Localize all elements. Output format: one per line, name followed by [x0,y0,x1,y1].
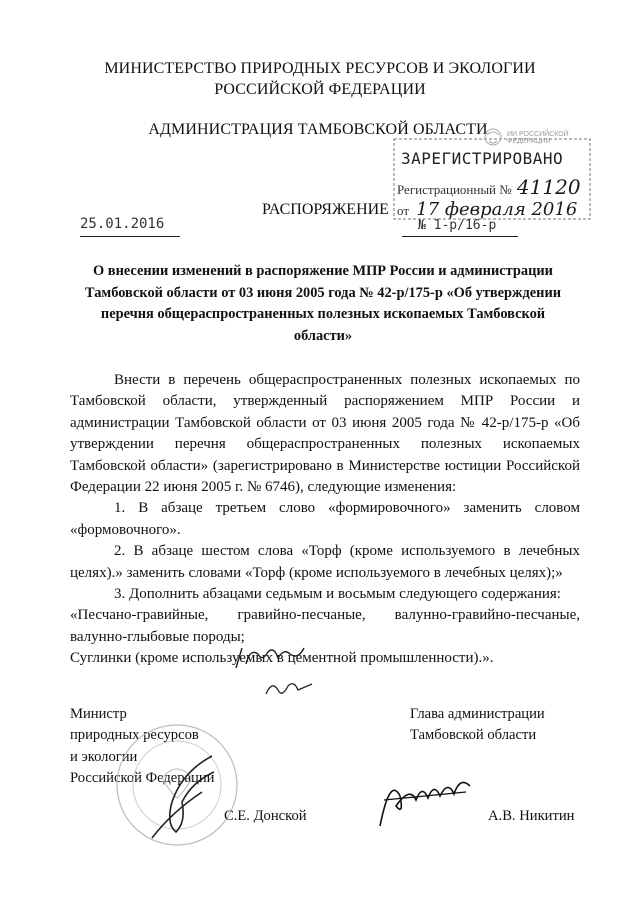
stamp-faint-header: ИИ РОССИЙСКОЙ ФЕДЕРАЦИИ [507,131,569,145]
body-quote-2: Суглинки (кроме используемых в цементной промышленности).». [70,650,494,667]
signature-donskoy [142,752,222,842]
title-line: области» [293,327,353,344]
stamp-reg-label: Регистрационный № [397,182,512,197]
administration-name: АДМИНИСТРАЦИЯ ТАМБОВСКОЙ ОБЛАСТИ [148,121,488,138]
title-line: О внесении изменений в распоряжение МПР России и администрации [93,263,553,279]
signatory-right-title-line: Глава администрации [410,706,545,722]
body-intro: Внести в перечень общераспространенных полезных ископаемых по Тамбовской области, утвержденный распоряжением МПР России и администрации Тамбовской области от 03 июня 2005 года № 42-р/175-р «Об утверждении перечня общераспространенных полезных ископаемых Тамбовской области» (зарегистрировано в Министерстве юстиции Российской Федерации 22 июня 2005 г. № 6746), следующие изменения: [70,372,580,496]
stamp-date-row [397,199,577,220]
document-title [68,261,578,347]
signature-nikitin [370,766,480,836]
title-line: Тамбовской области от 03 июня 2005 года № 42-р/175-р «Об утверждении [84,284,562,301]
body-item-3: 3. Дополнить абзацами седьмым и восьмым следующего содержания: [114,586,561,603]
stamp-date-value: 17 февраля 2016 [416,199,578,220]
doc-number-underline [402,236,518,237]
stamp-date-label: от [397,203,410,218]
document-body [70,370,580,670]
signatory-right-title [410,704,545,747]
registration-stamp [393,127,593,223]
signatory-right-title-line: Тамбовской области [410,727,537,744]
approval-scribble [228,640,338,710]
stamp-title: ЗАРЕГИСТРИРОВАНО [401,149,564,168]
title-line: перечня общераспространенных полезных ископаемых Тамбовской [100,306,546,323]
body-quote-1: «Песчано-гравийные, гравийно-песчаные, валунно-гравийно-песчаные, валунно-глыбовые породы; [70,607,580,645]
stamp-reg-row [397,175,581,199]
ministry-name-line2: РОССИЙСКОЙ ФЕДЕРАЦИИ [214,81,426,98]
signatory-left-title-line: Министр [70,706,127,722]
doc-type: РАСПОРЯЖЕНИЕ [262,201,389,218]
signatory-left-title-line: природных ресурсов [70,727,199,744]
doc-date-underline [80,236,180,237]
body-item-1: 1. В абзаце третьем слово «формировочного» заменить словом «формовочного». [70,500,580,538]
signatory-left-name: С.Е. Донской [224,808,307,824]
doc-number: № 1-р/16-р [418,218,497,233]
stamp-reg-number: 41120 [516,175,581,199]
body-item-2: 2. В абзаце шестом слова «Торф (кроме используемого в лечебных целях).» заменить словами «Торф (кроме используемого в лечебных целях);» [70,543,580,581]
doc-date: 25.01.2016 [80,216,165,232]
signatory-left-title-line: Российской Федерации [70,770,215,787]
ministry-name-line1: МИНИСТЕРСТВО ПРИРОДНЫХ РЕСУРСОВ И ЭКОЛОГИИ [104,60,536,77]
signatory-left-title-line: и экологии [70,748,138,765]
signatory-right-name: А.В. Никитин [488,808,575,824]
